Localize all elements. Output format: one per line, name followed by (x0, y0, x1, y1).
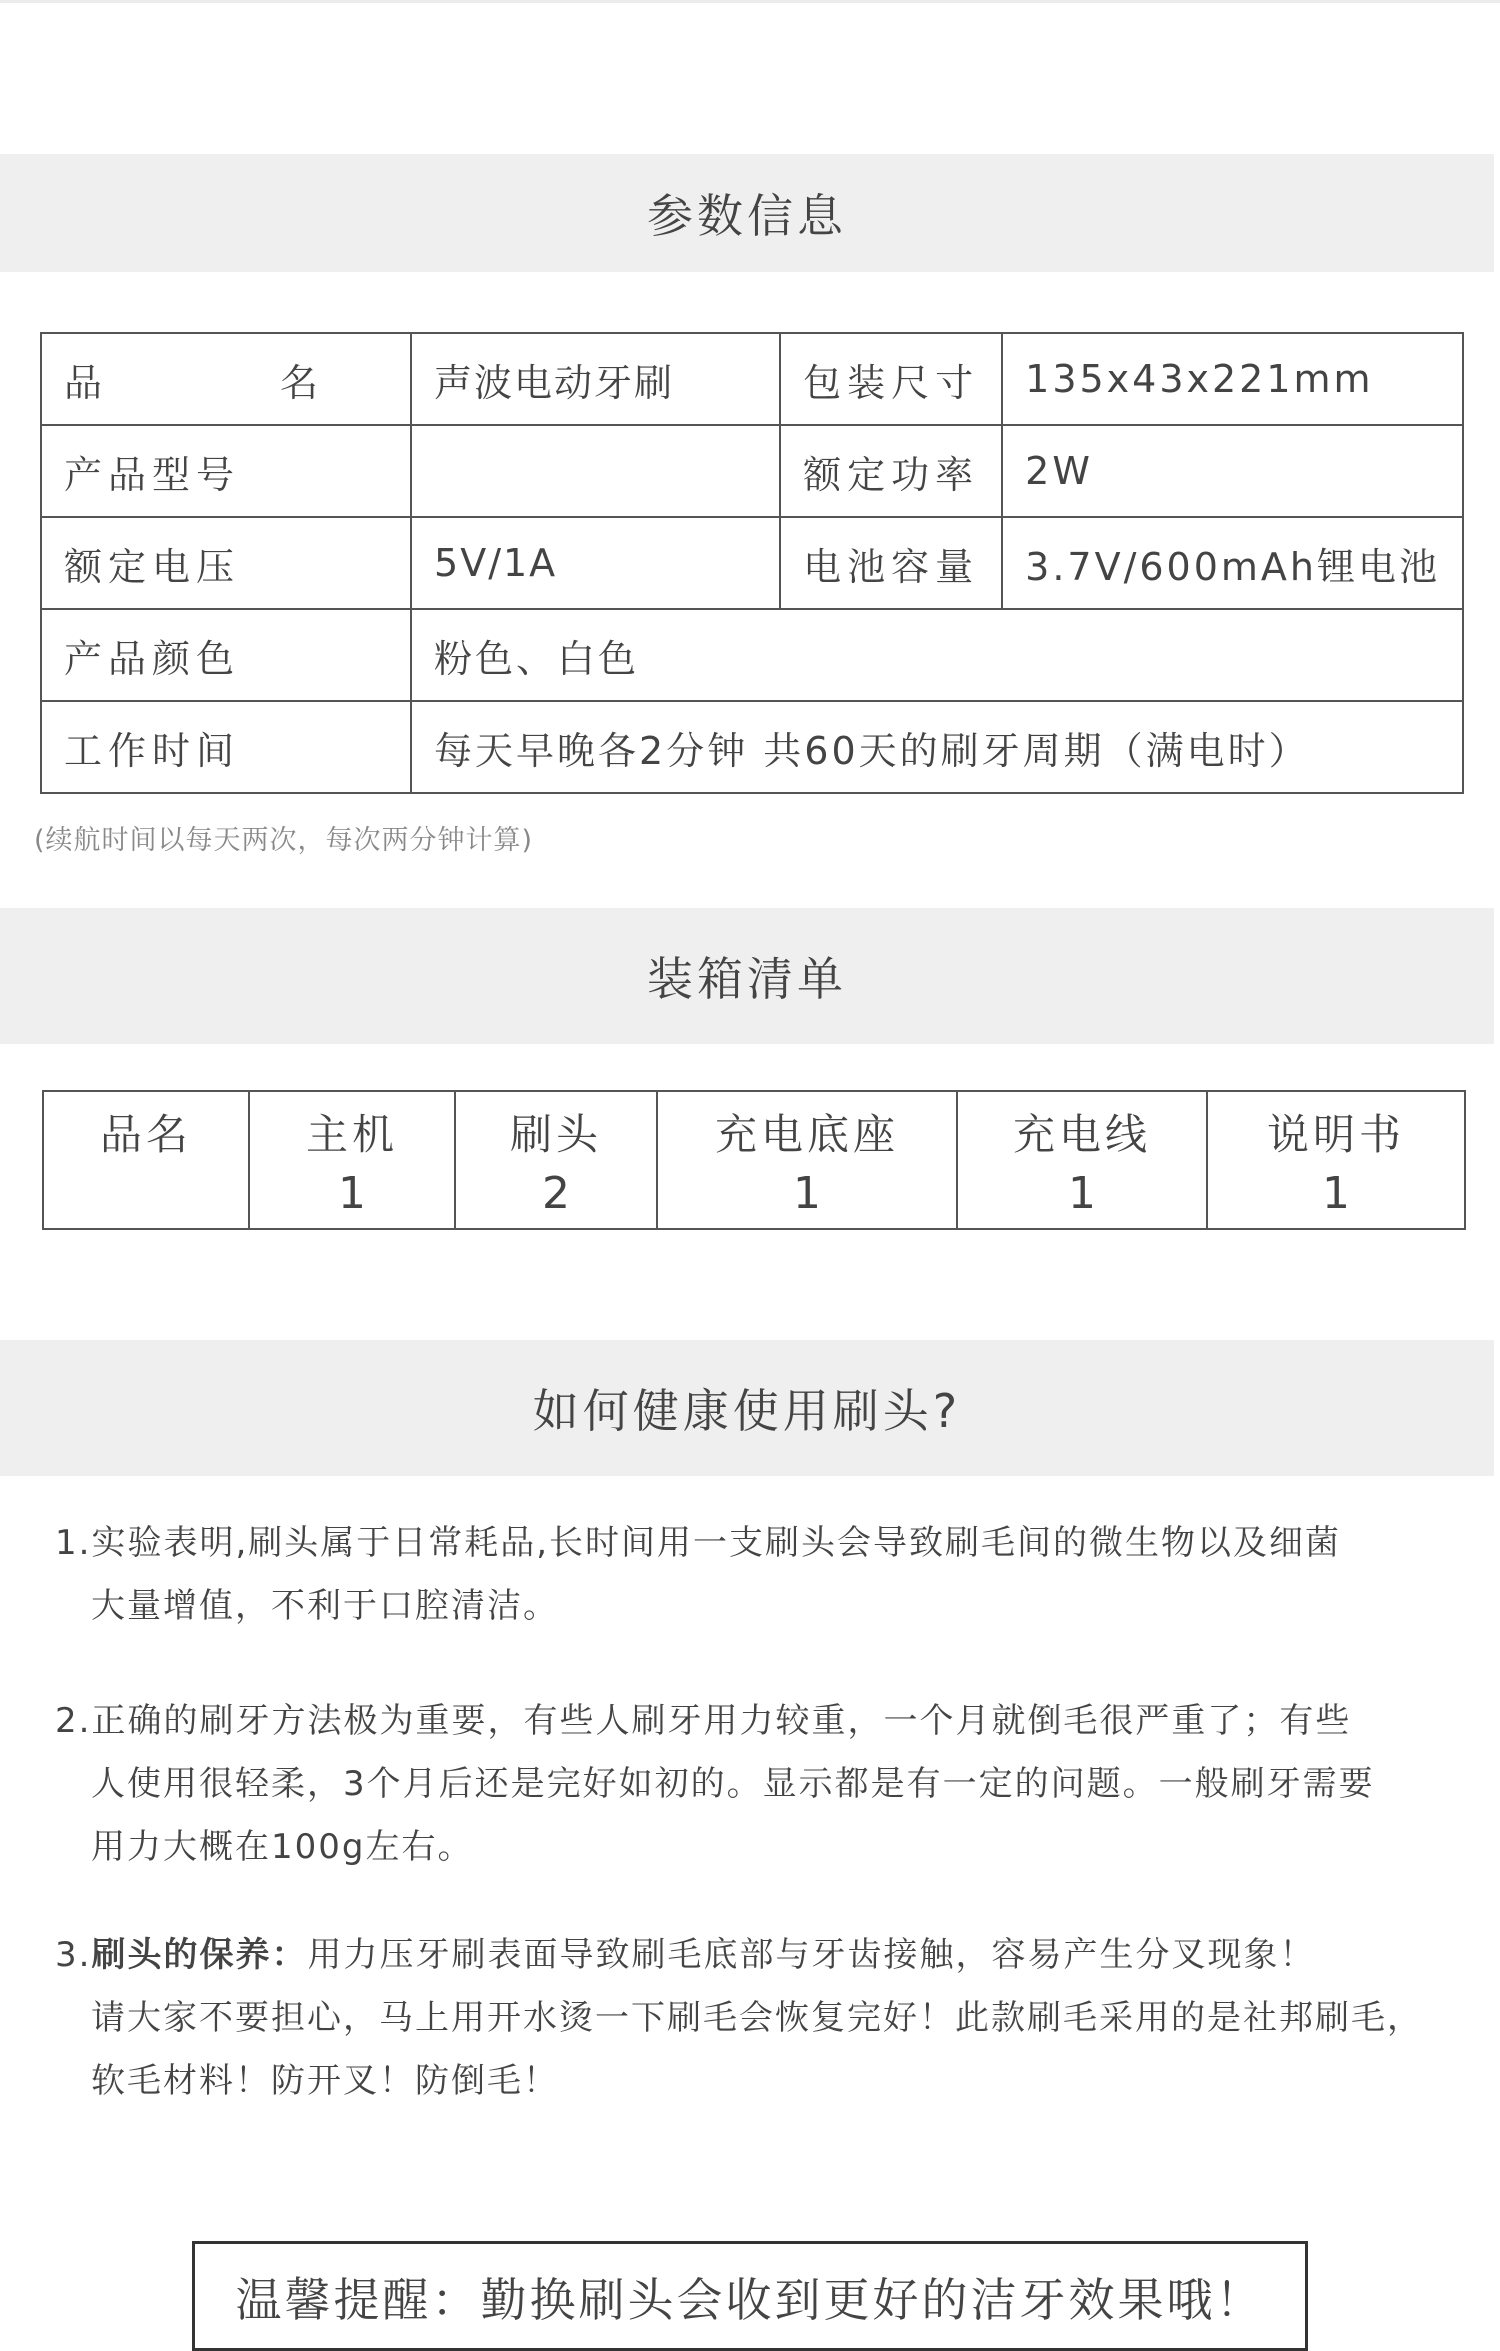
packing-quantity (43, 1165, 249, 1229)
table-row (43, 1165, 1465, 1229)
spec-value: 135x43x221mm (1002, 333, 1463, 425)
tip-text: 温馨提醒：勤换刷头会收到更好的洁牙效果哦！ (235, 2273, 1265, 2327)
table-row (41, 701, 1463, 793)
packing-quantity: 1 (249, 1165, 455, 1229)
battery-note: (续航时间以每天两次，每次两分钟计算) (34, 825, 534, 856)
usage-text: 软毛材料！防开叉！防倒毛！ (91, 2061, 559, 2101)
usage-item-2 (55, 1690, 1495, 1879)
packing-quantity: 1 (957, 1165, 1207, 1229)
packing-section-header (0, 908, 1494, 1044)
spec-label: 额定功率 (780, 425, 1002, 517)
spec-value (411, 425, 780, 517)
table-row (41, 517, 1463, 609)
table-row (41, 609, 1463, 701)
packing-header: 主机 (249, 1091, 455, 1165)
usage-text: 3. (55, 1935, 92, 1975)
spec-label: 品 名 (41, 333, 411, 425)
spec-label: 电池容量 (780, 517, 1002, 609)
packing-header: 刷头 (455, 1091, 657, 1165)
spec-value: 5V/1A (411, 517, 780, 609)
usage-item-3 (55, 1924, 1495, 2113)
packing-quantity: 1 (1207, 1165, 1465, 1229)
usage-section-header (0, 1340, 1494, 1476)
usage-text: 大量增值，不利于口腔清洁。 (91, 1586, 559, 1626)
spec-label: 包装尺寸 (780, 333, 1002, 425)
spec-value: 2W (1002, 425, 1463, 517)
usage-section-title: 如何健康使用刷头? (532, 1384, 962, 1438)
usage-text: 1.实验表明,刷头属于日常耗品,长时间用一支刷头会导致刷毛间的微生物以及细菌 (55, 1523, 1342, 1563)
top-divider (0, 0, 1500, 3)
usage-item-1 (55, 1512, 1495, 1638)
packing-header: 品名 (43, 1091, 249, 1165)
table-row (41, 333, 1463, 425)
packing-header: 充电底座 (657, 1091, 957, 1165)
usage-text: 用力压牙刷表面导致刷毛底部与牙齿接触，容易产生分叉现象！ (307, 1935, 1316, 1975)
tip-box (192, 2241, 1308, 2351)
usage-bold-heading: 刷头的保养： (91, 1935, 308, 1975)
spec-value: 声波电动牙刷 (411, 333, 780, 425)
packing-header: 充电线 (957, 1091, 1207, 1165)
params-section-title: 参数信息 (647, 189, 847, 243)
usage-text: 请大家不要担心，马上用开水烫一下刷毛会恢复完好！此款刷毛采用的是社邦刷毛， (91, 1998, 1423, 2038)
packing-quantity: 2 (455, 1165, 657, 1229)
spec-table (40, 332, 1464, 794)
usage-text: 用力大概在100g左右。 (91, 1827, 474, 1867)
packing-header: 说明书 (1207, 1091, 1465, 1165)
spec-label: 工作时间 (41, 701, 411, 793)
table-row (41, 425, 1463, 517)
spec-label: 额定电压 (41, 517, 411, 609)
spec-label: 产品型号 (41, 425, 411, 517)
params-section-header (0, 154, 1494, 272)
usage-text: 2.正确的刷牙方法极为重要，有些人刷牙用力较重，一个月就倒毛很严重了；有些 (55, 1701, 1352, 1741)
spec-value: 粉色、白色 (411, 609, 1463, 701)
packing-table (42, 1090, 1466, 1230)
packing-section-title: 装箱清单 (647, 952, 847, 1006)
usage-text: 人使用很轻柔，3个月后还是完好如初的。显示都是有一定的问题。一般刷牙需要 (91, 1764, 1375, 1804)
packing-quantity: 1 (657, 1165, 957, 1229)
spec-value: 3.7V/600mAh锂电池 (1002, 517, 1463, 609)
spec-label: 产品颜色 (41, 609, 411, 701)
spec-value: 每天早晚各2分钟 共60天的刷牙周期（满电时） (411, 701, 1463, 793)
table-row (43, 1091, 1465, 1165)
